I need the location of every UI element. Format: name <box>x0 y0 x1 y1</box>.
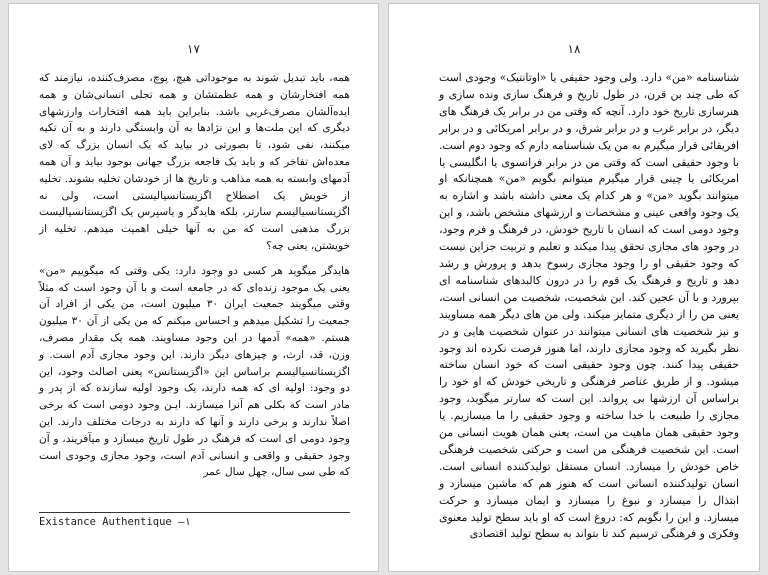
right-page <box>389 4 759 571</box>
left-paragraph-1: همه، باید تبدیل شوند به موجوداتی هیچ، پوچ، مصرف‌کننده، نیازمند که همه افتخارشان و همه عظمتشان و همه تجلی انسانی‌شان و همه ایده‌آلشان مصرف‌غربی باشد. بنابراین باید همه افتخارات وارزشهای دیگری که این ملت‌ها و این نژادها به آن وابستگی دارند و به آن تکیه میکنند، نفی شود، تا بصورتی در بیاید که یک انسان بزرگ که لای معده‌اش تفاخر که و باید یک فاجعه بزرگ جهانی بوجود بیاید و آن همه آدمهای وابسته به همه مذاهب و تاریخ ها از خودشان تخلیه بشوند. تخلیه از خویش یک اصطلاح اگزیستانسیالیستی است، ولی نه اگزیستانسیالیسم سارتر، بلکه هایدگر و یاسپرس یک اگزیستانسیالیست بزرگ مذهبی است که من به آنها خیلی اهمیت میدهم. تخلیه از خویشتن، یعنی چه؟ <box>39 72 350 252</box>
left-paragraph-2: هایدگر میگوید هر کسی دو وجود دارد: یکی وقتی که میگوییم «من» یعنی یک موجود زنده‌ای که در جامعه است و با آن وجود است که مثلاً وقتی میگویند جمعیت ایران ۳۰ میلیون است، من یکی از افراد آن جمعیت را تشکیل میدهم و احساس میکنم که من یکی از آن ۳۰ میلیون هستم. «همه» آدمها در این وجود مساویند. همه یک مقدار مصرف، وزن، قد، ارث، و چیزهای دیگر دارند. این وجود مجازی آدم است. و اگزیستانسیالیسم براساس این «اگزیستانس» یعنی اصالت وجود، این دو وجود: اولیه ای که همه دارند، یک وجود اولیه سازنده که از پدر و مادر است که بکلی هم آنرا میسازند. ایـن وجود دومی است که برخی اصلاً ندارند و برخی دارند و آنها که دارند به درجات مختلف دارند. این وجود دومی ای است که فرهنگ در طول تاریخ میسازد و میآفریند، و آن وجود حقیقی و واقعی و انسانی آدم است، وجود مجازی وجودی است که طی سی سال، چهل سال عمر <box>39 264 350 479</box>
page-number-17: ۱۷ <box>187 42 200 56</box>
footnote: Existance Authentique —۱ <box>39 512 350 528</box>
page-number-18: ۱۸ <box>567 42 581 56</box>
right-page-body <box>439 70 739 543</box>
right-paragraph-1: شناسنامه «من» دارد. ولی وجود حقیقی یا «اوتانتیک» وجودی است که طی چند بن قرن، در طول تاریخ و فرهنگ سازی ونده سازی و هنرسازی تاریخ خود دارد. آنچه که وقتی من در برابر یک فرهنگ های دیگر، در برابر غرب و در برابر شرق، و در برابر امریکائی و در برابر افریقائی قرار میگیرم به من یک شناسنامه دارم که وجود دوم است. با وجود حقیقی است که وقتی من در برابر فرانسوی یا انگلیسی یا امریکائی یا چینی قرار میگیرم میتوانم بگویم «من» همچنانکه او میتوانند بگوید «من» و هر کدام یک معنی داشته باشد و اشاره به یک وجود واقعی عینی و مشخصات و ارزشهای مشخص باشد، و این وجود دومی است که انسان با تاریخ خودش، در فرهنگ و فرم وجود، در وجود های مجازی تحقق پیدا میکند و تعلیم و تربیت جزاین نیست که وجود حقیقی او را وجود مجازی رسوخ بدهد و پرورش و رشد دهد و تاریخ و فرهنگ یک قوم را در درون کالبدهای شناسنامه ای بپرورد و با آن عجین کند. این شخصیت، شخصیت من انسانی است، یعنی من را از دیگری متمایز میکند. ولی من های دیگر همه مساویند و نیز شخصیت های انسانی میتوانند در عنوان شخصیت هایی و در نظر بگیرید که وجود مجازی دارند، اما هنوز فرصت نکرده اند وجود حقیقی پیدا کنند. چون وجود حقیقی است که خود انسان ساخته میشود. و از طریق عناصر فرهنگی و تاریخی خودش که او خود را براساس آن ارزشها بی پرواند. این است که سارتر میگوید، وجود مجازی را طبیعت با خدا ساخته و وجود حقیقی را ما میسازیم. یا وجود حقیقی همان ماهیت من است، یعنی همان هویت انسانی من است. این شخصیت فرهنگی من است و حرکتی شخصیت فرهنگی خاص خودش را میسازد. انسان مستقل تولیدکننده انسانی است. انسان تولیدکننده انسانی است که هنوز هم که ماشین میسازد و ابتذال را میسازد و نبوغ را میسازد و ایمان میسازد و حرکت میسازد. و این را بگویم که: دروغ است که او باید سطح تولید معنوی وفکری و فرهنگی ترسیم کند تا بتواند به سطح تولید اقتصادی <box>439 71 739 541</box>
left-page-body <box>39 70 350 481</box>
left-page <box>9 4 378 571</box>
